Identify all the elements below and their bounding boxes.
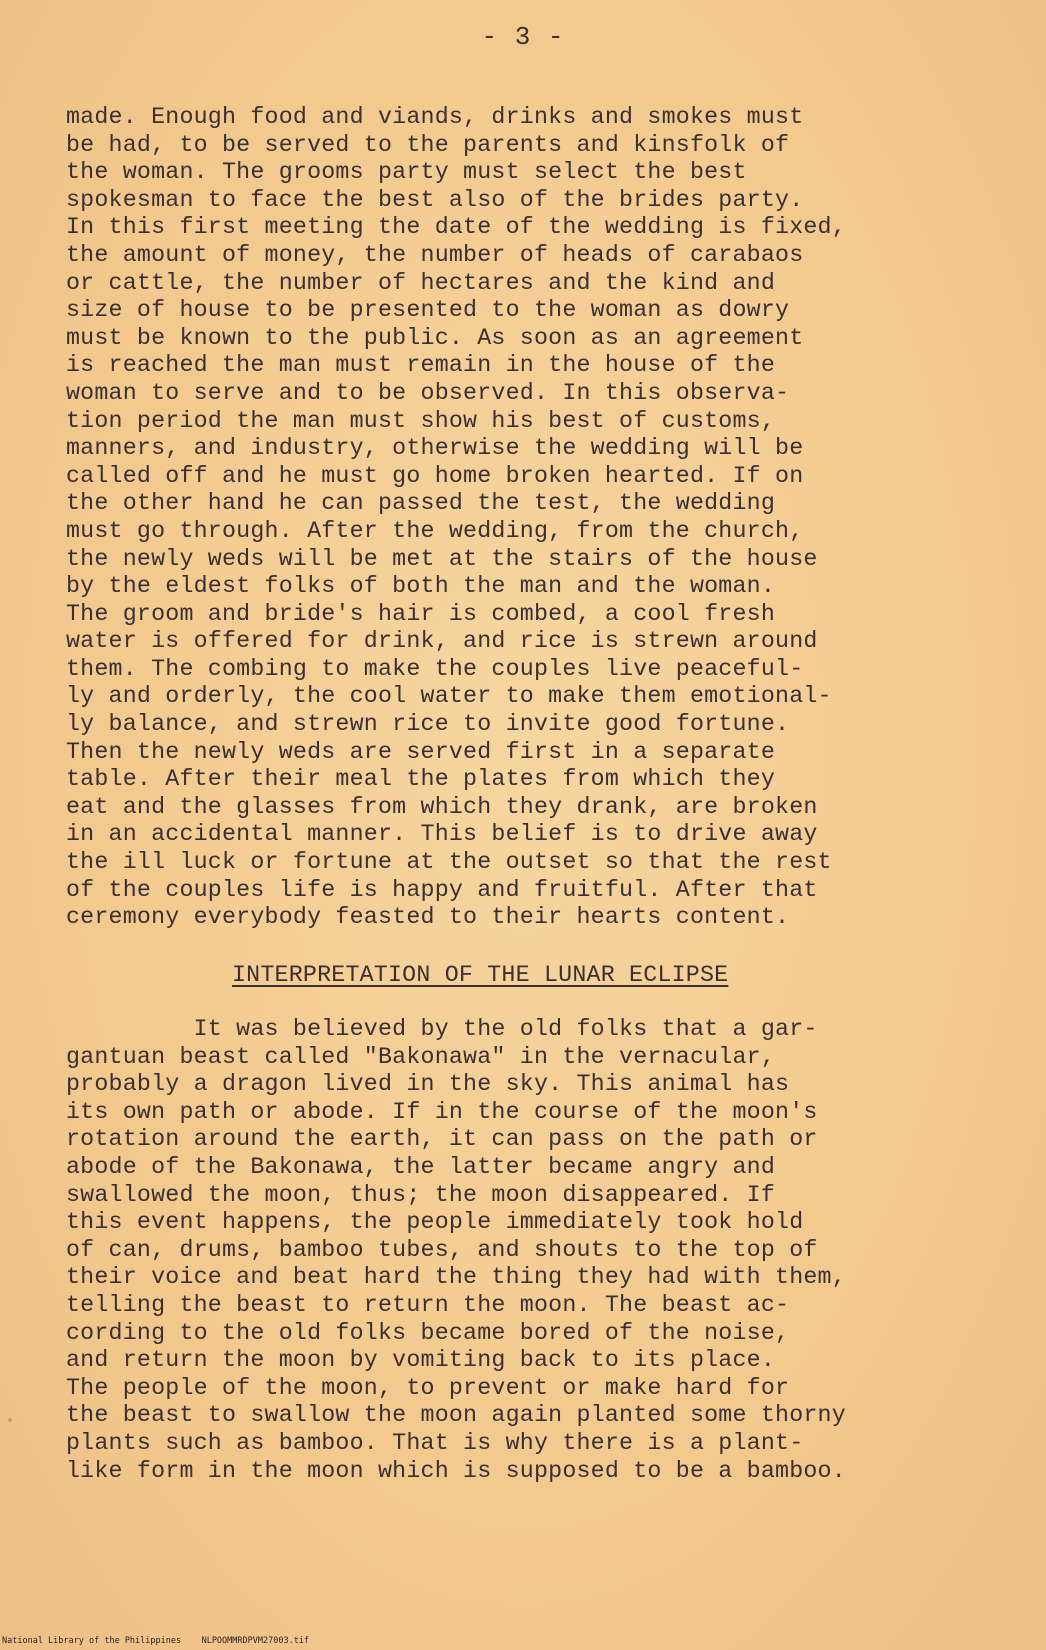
text-line: them. The combing to make the couples live peaceful- <box>66 655 804 682</box>
text-line: or cattle, the number of hectares and the kind and <box>66 269 776 296</box>
text-line: the woman. The grooms party must select the best <box>66 159 747 186</box>
text-line: by the eldest folks of both the man and the woman. <box>66 573 776 600</box>
text-line: the ill luck or fortune at the outset so that the rest <box>66 849 832 876</box>
text-line: ceremony everybody feasted to their hearts content. <box>66 904 790 931</box>
text-line: ly balance, and strewn rice to invite good fortune. <box>66 711 790 738</box>
text-line: made. Enough food and viands, drinks and smokes must <box>66 104 804 130</box>
text-line: is reached the man must remain in the house of the <box>66 352 776 379</box>
text-line: of can, drums, bamboo tubes, and shouts to the top of <box>66 1236 818 1263</box>
text-line: the beast to swallow the moon again planted some thorny <box>66 1402 846 1429</box>
text-line: must go through. After the wedding, from the church, <box>66 517 804 544</box>
text-line: of the couples life is happy and fruitful. After that <box>66 876 818 903</box>
text-line: abode of the Bakonawa, the latter became angry and <box>66 1153 776 1180</box>
text-line: the other hand he can passed the test, the wedding <box>66 490 776 517</box>
paragraph-lunar-eclipse <box>66 1016 1006 1485</box>
text-line: this event happens, the people immediately took hold <box>66 1209 804 1236</box>
text-line: their voice and beat hard the thing they had with them, <box>66 1264 846 1291</box>
text-line: like form in the moon which is supposed to be a bamboo. <box>66 1457 846 1484</box>
text-line: telling the beast to return the moon. The beast ac- <box>66 1291 790 1318</box>
page-number: - 3 - <box>481 22 565 52</box>
text-line: spokesman to face the best also of the brides party. <box>66 186 804 213</box>
text-line: in an accidental manner. This belief is to drive away <box>66 821 818 848</box>
text-line: table. After their meal the plates from which they <box>66 766 776 793</box>
text-line: eat and the glasses from which they drank, are broken <box>66 793 818 820</box>
text-line: and return the moon by vomiting back to its place. <box>66 1347 776 1374</box>
text-line: probably a dragon lived in the sky. This animal has <box>66 1071 790 1098</box>
text-line: called off and he must go home broken hearted. If on <box>66 462 804 489</box>
text-line: be had, to be served to the parents and kinsfolk of <box>66 131 790 158</box>
text-line: woman to serve and to be observed. In this observa- <box>66 379 790 406</box>
text-line: It was believed by the old folks that a gar- <box>66 1016 818 1042</box>
section-heading: INTERPRETATION OF THE LUNAR ECLIPSE <box>232 962 729 988</box>
text-line: the amount of money, the number of heads of carabaos <box>66 241 804 268</box>
text-line: water is offered for drink, and rice is strewn around <box>66 628 818 655</box>
text-line: gantuan beast called "Bakonawa" in the vernacular, <box>66 1043 776 1070</box>
text-line: In this first meeting the date of the wedding is fixed, <box>66 214 846 241</box>
text-line: tion period the man must show his best of customs, <box>66 407 776 434</box>
text-line: plants such as bamboo. That is why there is a plant- <box>66 1429 804 1456</box>
text-line: cording to the old folks became bored of the noise, <box>66 1319 790 1346</box>
text-line: must be known to the public. As soon as an agreement <box>66 324 804 351</box>
text-line: size of house to be presented to the woman as dowry <box>66 297 790 324</box>
text-line: manners, and industry, otherwise the wedding will be <box>66 435 804 462</box>
text-line: The groom and bride's hair is combed, a cool fresh <box>66 600 776 627</box>
archive-footer: National Library of the Philippines NLPOOMMRDPVM27003.tif <box>2 1636 310 1646</box>
text-line: swallowed the moon, thus; the moon disappeared. If <box>66 1181 776 1208</box>
paragraph-wedding-customs <box>66 104 1006 932</box>
text-line: ly and orderly, the cool water to make them emotional- <box>66 683 832 710</box>
text-line: its own path or abode. If in the course of the moon's <box>66 1098 818 1125</box>
ink-speck <box>8 1418 12 1422</box>
text-line: rotation around the earth, it can pass on the path or <box>66 1126 818 1153</box>
text-line: The people of the moon, to prevent or make hard for <box>66 1374 790 1401</box>
text-line: the newly weds will be met at the stairs of the house <box>66 545 818 572</box>
text-line: Then the newly weds are served first in a separate <box>66 738 776 765</box>
